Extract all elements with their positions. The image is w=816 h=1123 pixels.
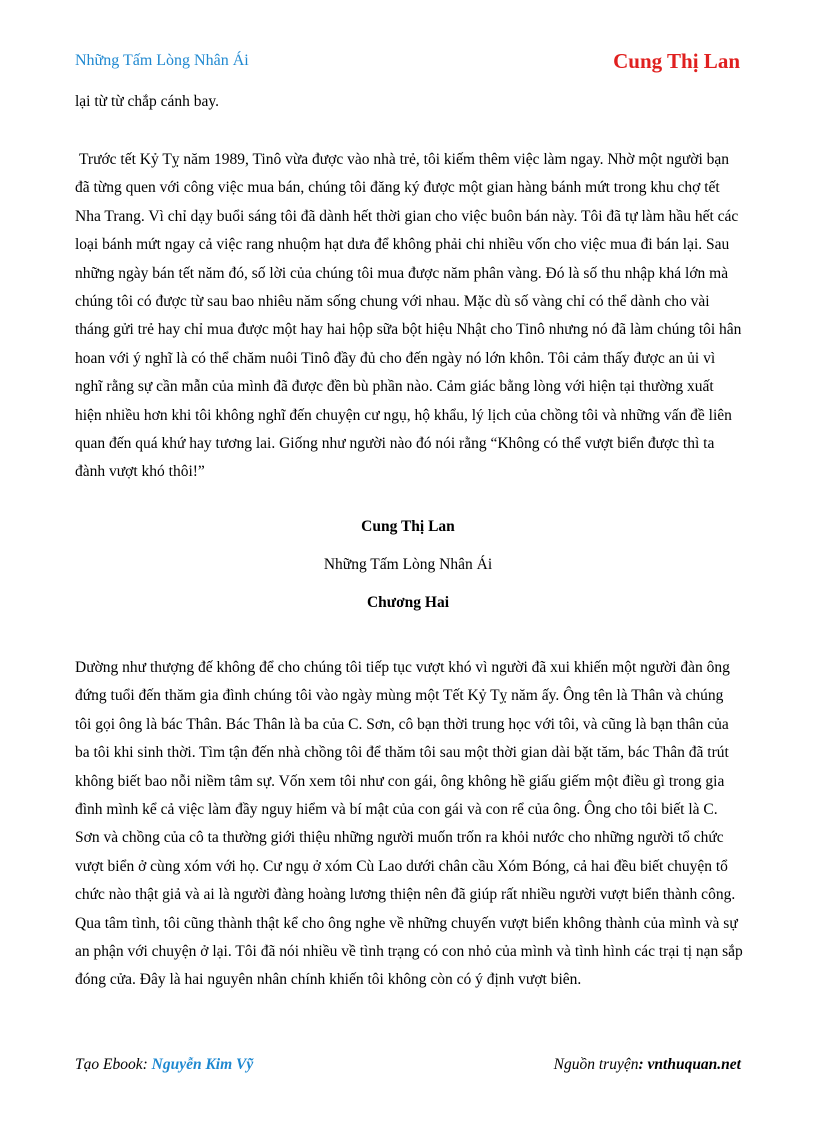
header-author-name: Cung Thị Lan [613,49,740,73]
footer-ebook-label: Tạo Ebook [75,1056,143,1073]
paragraph-tet-market: Trước tết Kỷ Tỵ năm 1989, Tinô vừa được vào nhà trẻ, tôi kiếm thêm việc làm ngay. Nhờ một người bạn đã từng quen với công việc mua bán, chúng tôi đăng ký được một gian hàng bánh mứt trong khu chợ tết Nha Trang. Vì chỉ dạy buổi sáng tôi đã dành hết thời gian cho việc buôn bán này. Tôi đã tự làm hầu hết các loại bánh mứt ngay cả việc rang nhuộm hạt dưa để không phải chi nhiều vốn cho việc mua đi bán lại. Sau những ngày bán tết năm đó, số lời của chúng tôi mua được năm phân vàng. Đó là số thu nhập khá lớn mà chúng tôi có được từ sau bao nhiêu năm sống chung với nhau. Mặc dù số vàng chỉ có thể dành cho vài tháng gửi trẻ hay chỉ mua được một hay hai hộp sữa bột hiệu Nhật cho Tinô nhưng nó đã làm chúng tôi hân hoan với ý nghĩ là có thể chăm nuôi Tinô đầy đủ cho đến ngày nó lớn khôn. Tôi cảm thấy được an ủi vì nghĩ rằng sự cần mẫn của mình đã được đền bù phần nào. Cảm giác bằng lòng với hiện tại thường xuất hiện nhiều hơn khi tôi không nghĩ đến chuyện cư ngụ, hộ khẩu, lý lịch của chồng tôi và những vấn đề liên quan đến quá khứ hay tương lai. Giống như người nào đó nói rằng “Không có thể vượt biển được thì ta đành vượt khó thôi!” [75,151,742,481]
chapter-title: Chương Hai [366,594,450,611]
section-book-title: Những Tấm Lòng Nhân Ái [323,556,493,573]
footer-source-label: Nguồn truyện [553,1056,639,1073]
footer-ebook-creator-link[interactable]: Nguyễn Kim Vỹ [151,1056,254,1073]
section-author: Cung Thị Lan [361,518,455,535]
paragraph-chapter-two: Dường như thượng đế không để cho chúng tôi tiếp tục vượt khó vì người đã xui khiến một người đàn ông đứng tuổi đến thăm gia đình chúng tôi vào ngày mùng một Tết Kỷ Tỵ năm ấy. Ông tên là Thân và chúng tôi gọi ông là bác Thân. Bác Thân là ba của C. Sơn, cô bạn thời trung học với tôi, và cũng là bạn thân của ba tôi khi sinh thời. Tìm tận đến nhà chồng tôi để thăm tôi sau một thời gian dài bặt tăm, bác Thân đã trút không biết bao nỗi niềm tâm sự. Vốn xem tôi như con gái, ông không hề giấu giếm một điều gì trong gia đình mình kể cả việc làm đầy nguy hiểm và bí mật của con gái và con rể của ông. Ông cho tôi biết là C. Sơn và chồng của cô ta thường giới thiệu những người muốn trốn ra khỏi nước cho những người tổ chức vượt biển ở cùng xóm với họ. Cư ngụ ở xóm Cù Lao dưới chân cầu Xóm Bóng, cả hai đều biết chuyện tổ chức nào thật giả và ai là người đàng hoàng lương thiện nên đã giúp rất nhiều người vượt biển thành công. Qua tâm tình, tôi cũng thành thật kể cho ông nghe về những chuyến vượt biển không thành của mình và sự an phận với chuyện ở lại. Tôi đã nói nhiều về tình trạng có con nhỏ của mình và tình hình các trại tị nạn sắp đóng cửa. Đây là hai nguyên nhân chính khiến tôi không còn có ý định vượt biên. [75,659,743,989]
header-book-title: Những Tấm Lòng Nhân Ái [75,52,249,69]
paragraph-fragment: lại từ từ chắp cánh bay. [75,93,220,110]
footer-ebook-credit: Tạo Ebook: Nguyễn Kim Vỹ [75,1056,254,1073]
footer-source-credit: Nguồn truyện: vnthuquan.net [553,1056,741,1073]
footer-source-site[interactable]: vnthuquan.net [647,1056,741,1073]
